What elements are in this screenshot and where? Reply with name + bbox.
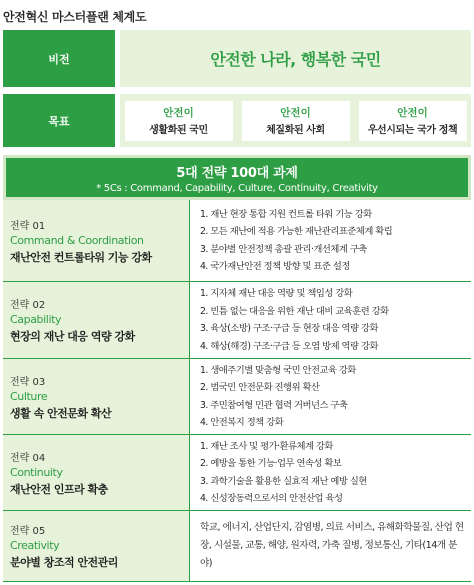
strategy-item: 1. 지자체 재난 대응 역량 및 책임성 강화 <box>200 288 353 299</box>
tasks-header <box>3 155 471 200</box>
strategy-heading <box>3 200 189 281</box>
strategy-english-name: Continuity <box>10 465 63 479</box>
strategy-item: 4. 해상(해경) 구조·구급 등 오염 방제 역량 강화 <box>200 340 378 352</box>
strategy-item: 3. 주민참여형 민관 협력 거버넌스 구축 <box>200 399 348 411</box>
strategy-row <box>3 511 471 582</box>
goals-list <box>120 94 471 147</box>
strategy-item: 4. 안전복지 정책 강화 <box>200 417 284 428</box>
strategy-english-name: Creativity <box>10 539 60 552</box>
strategy-english-name: Capability <box>10 313 62 326</box>
strategy-row <box>3 359 471 435</box>
vision-value: 안전한 나라, 행복한 국민 <box>120 30 471 87</box>
strategy-item: 3. 과학기술을 활용한 실효적 재난 예방 실현 <box>200 475 367 487</box>
strategy-heading <box>3 435 189 510</box>
goal-item <box>359 101 467 141</box>
strategy-number: 전략 05 <box>10 526 46 537</box>
strategy-item: 2. 범국민 안전문화 진행위 확산 <box>200 382 320 393</box>
strategy-items <box>189 200 471 281</box>
strategy-row <box>3 435 471 511</box>
strategy-fields-text: 학교, 에너지, 산업단지, 감염병, 의료 서비스, 유해화학물질, 산업 현장, 시설물, 교통, 해양, 원자력, 가축 질병, 정보통신, 기타(14개 분야) <box>200 522 464 569</box>
strategy-row <box>3 200 471 282</box>
strategy-items <box>189 282 471 358</box>
strategy-heading <box>3 359 189 434</box>
strategy-korean-name: 현장의 재난 대응 역량 강화 <box>10 330 135 343</box>
strategy-item: 2. 빈틈 없는 대응을 위한 재난 대비 교육훈련 강화 <box>200 305 389 317</box>
strategy-number: 전략 03 <box>10 376 46 388</box>
strategy-row <box>3 282 471 359</box>
strategy-item: 2. 예방을 통한 기능·업무 연속성 확보 <box>200 458 342 469</box>
strategy-item: 4. 신성장동력으로서의 안전산업 육성 <box>200 493 343 504</box>
goal-item <box>242 101 350 141</box>
strategy-korean-name: 재난안전 컨트롤타워 기능 강화 <box>10 250 152 264</box>
tasks-subtitle: * 5Cs : Command, Capability, Culture, Continuity, Creativity <box>96 183 378 194</box>
page-title: 안전혁신 마스터플랜 체계도 <box>3 10 147 24</box>
strategy-item: 2. 모든 재난에 적용 가능한 재난관리표준체계 확립 <box>200 226 393 237</box>
goal-item <box>125 101 233 141</box>
goal-top: 안전이 <box>397 107 428 119</box>
strategy-item: 3. 육상(소방) 구조·구급 등 현장 대응 역량 강화 <box>200 323 378 334</box>
goals-row <box>3 94 471 147</box>
strategy-heading <box>3 282 189 358</box>
strategy-korean-name: 재난안전 인프라 확충 <box>10 482 108 496</box>
strategy-items <box>189 511 471 581</box>
strategy-items <box>189 359 471 434</box>
tasks-title: 5대 전략 100대 과제 <box>176 166 298 181</box>
strategy-heading <box>3 511 189 581</box>
goal-top: 안전이 <box>280 107 311 119</box>
strategy-english-name: Culture <box>10 389 48 403</box>
goal-bottom: 체질화된 사회 <box>266 125 325 136</box>
strategy-number: 전략 02 <box>10 300 46 311</box>
strategy-korean-name: 생활 속 안전문화 확산 <box>10 406 112 420</box>
strategy-items <box>189 435 471 510</box>
goals-label: 목표 <box>3 94 115 147</box>
strategy-number: 전략 04 <box>10 452 46 464</box>
goal-bottom: 우선시되는 국가 정책 <box>367 125 458 136</box>
strategy-english-name: Command & Coordination <box>10 233 144 247</box>
goal-bottom: 생활화된 국민 <box>149 125 208 136</box>
strategy-korean-name: 분야별 창조적 안전관리 <box>10 556 118 569</box>
strategy-item: 1. 재난 현장 통합 지원 컨트롤 타워 기능 강화 <box>200 208 372 220</box>
vision-label: 비전 <box>3 30 115 87</box>
strategy-item: 1. 재난 조사 및 평가·환류체계 강화 <box>200 440 333 452</box>
vision-row <box>3 30 471 87</box>
strategy-item: 4. 국가재난안전 정책 방향 및 표준 설정 <box>200 261 350 272</box>
strategy-item: 1. 생애주기별 맞춤형 국민 안전교육 강화 <box>200 364 356 376</box>
strategy-number: 전략 01 <box>10 220 46 232</box>
goal-top: 안전이 <box>163 107 194 119</box>
strategy-item: 3. 분야별 안전정책 총괄 관리·개선체계 구축 <box>200 243 367 255</box>
